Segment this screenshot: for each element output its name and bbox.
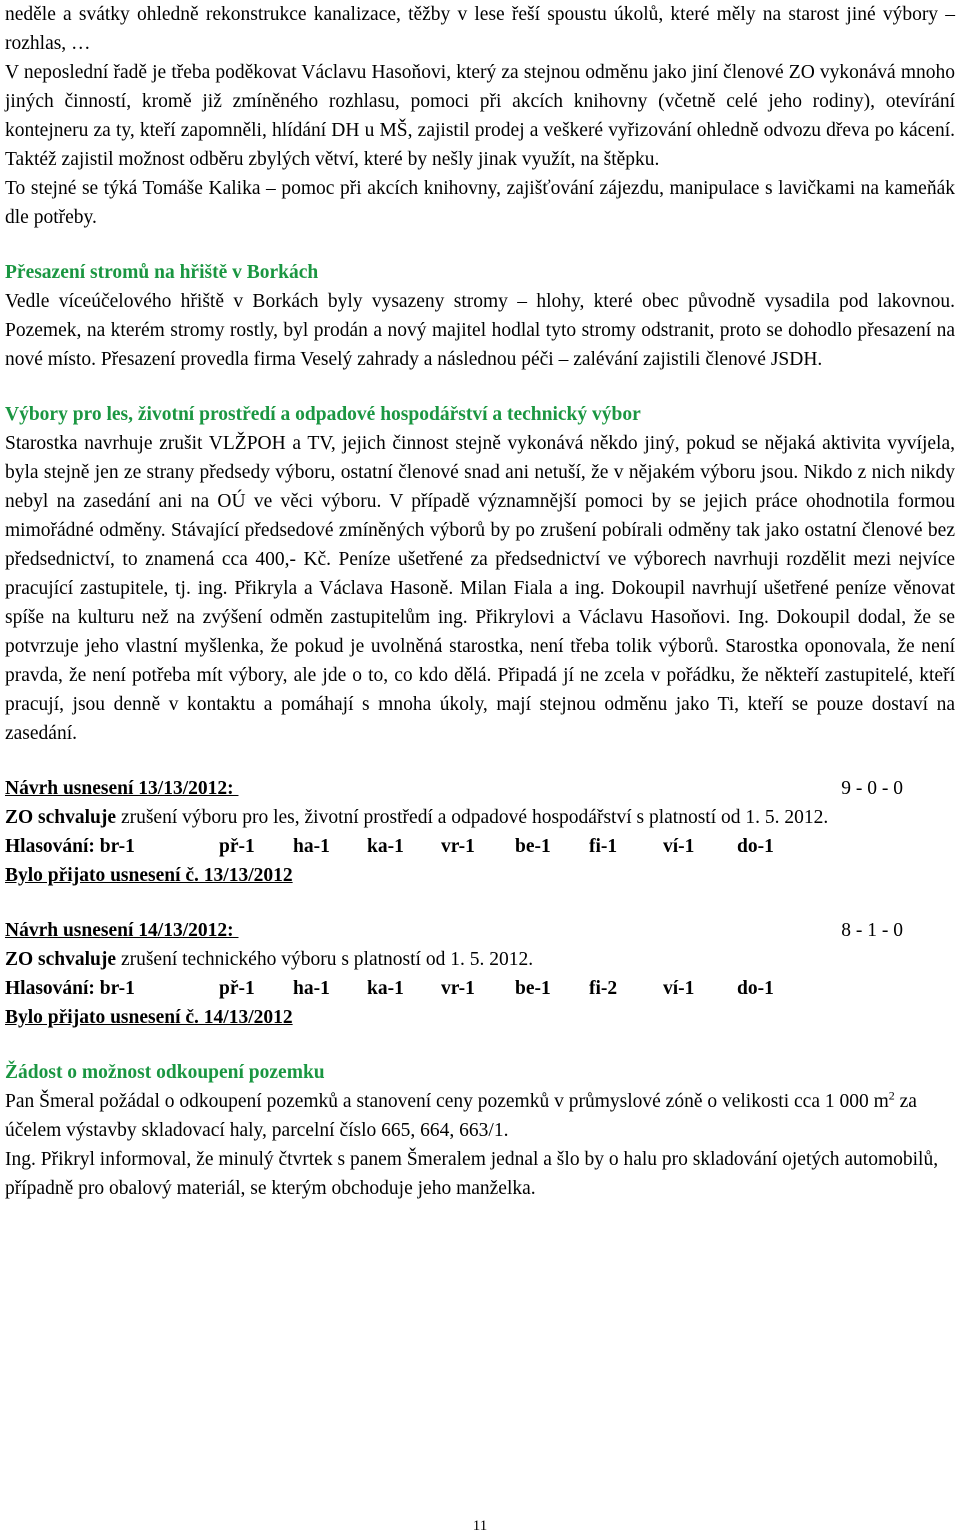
- vote-item: ví-1: [663, 978, 695, 999]
- section-heading-trees: Přesazení stromů na hřiště v Borkách: [5, 262, 319, 283]
- section-text-land-info: Ing. Přikryl informoval, že minulý čtvrtek s panem Šmeralem jednal a šlo by o halu pro skladování ojetých automobilů, případně pro obalový materiál, se kterým obchoduje jeho manželka.: [5, 1149, 939, 1199]
- approves-label: ZO schvaluje: [5, 807, 117, 828]
- vote-row: [5, 832, 955, 861]
- vote-item: ka-1: [367, 836, 404, 857]
- document-page: [5, 0, 955, 1203]
- vote-item: př-1: [219, 836, 255, 857]
- resolution-result: Bylo přijato usnesení č. 13/13/2012: [5, 865, 293, 886]
- vote-item: do-1: [737, 836, 774, 857]
- resolution-header: [5, 774, 955, 803]
- vote-item: be-1: [515, 978, 551, 999]
- vote-label: Hlasování: br-1: [5, 978, 135, 999]
- paragraph-thanks-kalik: To stejné se týká Tomáše Kalika – pomoc při akcích knihovny, zajišťování zájezdu, manipulace s lavičkami na kameňák dle potřeby.: [5, 178, 955, 228]
- resolution-result: Bylo přijato usnesení č. 14/13/2012: [5, 1007, 293, 1028]
- approves-text: zrušení výboru pro les, životní prostředí a odpadové hospodářství s platností od 1. 5. 2012.: [116, 807, 829, 828]
- vote-item: př-1: [219, 978, 255, 999]
- vote-item: ha-1: [293, 978, 330, 999]
- approves-text: zrušení technického výboru s platností od 1. 5. 2012.: [116, 949, 534, 970]
- resolution-13: [5, 774, 955, 890]
- resolution-approves: [5, 803, 955, 832]
- section-committees: [5, 400, 955, 748]
- vote-row: [5, 974, 955, 1003]
- vote-item: ví-1: [663, 836, 695, 857]
- land-text-part2: za účelem výstavby skladovací haly, parcelní číslo 665, 664, 663/1.: [5, 1091, 917, 1141]
- section-land: [5, 1058, 955, 1203]
- vote-item: be-1: [515, 836, 551, 857]
- resolution-score: 9 - 0 - 0: [841, 778, 903, 799]
- section-text-committees: Starostka navrhuje zrušit VLŽPOH a TV, jejich činnost stejně vykonává někdo jiný, pokud se nějaká aktivita vyvíjela, byla stejně jen ze strany předsedy výboru, ostatní členové snad ani netuší, že v nějakém výboru jsou. Nikdo z nich nikdy nebyl na zasedání ani na OÚ ve věci výboru. V případě významnější pomoci by se jejich práce ohodnotila formou mimořádné odměny. Stávající předsedové zmíněných výborů by po zrušení pobírali odměny tak jako ostatní členové bez předsednictví, to znamená cca 400,- Kč. Peníze ušetřené za předsednictví ve výborech navrhuji rozdělit mezi nejvíce pracující zastupitele, tj. ing. Přikryla a Václava Hasoně. Milan Fiala a ing. Dokoupil navrhují ušetřené peníze věnovat spíše na kulturu než na zvýšení odměn zastupitelům ing. Přikrylovi a Václavu Hasoňovi. Ing. Dokoupil dodal, že se potvrzuje jeho vlastní myšlenka, že pokud je uvolněná starostka, není třeba tolik výborů. Starostka oponovala, že není pravda, že není potřeba mít výbory, ale jde o to, co kdo dělá. Připadá jí ne zcela v pořádku, že někteří zastupitelé, kteří pracují, jsou denně v kontaktu a pomáhají s mnoha úkoly, mají stejnou odměnu jako Ti, kteří se pouze dostaví na zasedání.: [5, 433, 955, 744]
- paragraph-thanks-hason: V neposlední řadě je třeba poděkovat Václavu Hasoňovi, který za stejnou odměnu jako jiní členové ZO vykonává mnoho jiných činností, kromě již zmíněného rozhlasu, pomoci při akcích knihovny (včetně celé jeho rodiny), otevírání kontejneru za ty, kteří zapomněli, hlídání DH u MŠ, zajistil prodej a veškeré vyřizování ohledně odvozu dřeva po kácení. Taktéž zajistil možnost odběru zbylých větví, které by nešly jinak využít, na štěpku.: [5, 62, 955, 170]
- vote-item: fi-1: [589, 836, 618, 857]
- vote-item: fi-2: [589, 978, 618, 999]
- vote-item: ka-1: [367, 978, 404, 999]
- resolution-score: 8 - 1 - 0: [841, 920, 903, 941]
- section-text-land: [5, 1087, 955, 1145]
- resolution-title: Návrh usnesení 13/13/2012:: [5, 778, 239, 799]
- section-heading-land: Žádost o možnost odkoupení pozemku: [5, 1062, 325, 1083]
- paragraph-intro: neděle a svátky ohledně rekonstrukce kanalizace, těžby v lese řeší spoustu úkolů, které měly na starost jiné výbory – rozhlas, …: [5, 4, 955, 54]
- resolution-title: Návrh usnesení 14/13/2012:: [5, 920, 239, 941]
- page-number: 11: [472, 1518, 488, 1534]
- resolution-14: [5, 916, 955, 1032]
- resolution-header: [5, 916, 955, 945]
- section-trees: [5, 258, 955, 374]
- section-heading-committees: Výbory pro les, životní prostředí a odpadové hospodářství a technický výbor: [5, 404, 641, 425]
- land-text-superscript: 2: [888, 1088, 895, 1103]
- vote-item: do-1: [737, 978, 774, 999]
- section-text-trees: Vedle víceúčelového hřiště v Borkách byly vysazeny stromy – hlohy, které obec původně vysadila pod lakovnou. Pozemek, na kterém stromy rostly, byl prodán a nový majitel hodlal tyto stromy odstranit, proto se dohodlo přesazení na nové místo. Přesazení provedla firma Veselý zahrady a následnou péči – zalévání zajistili členové JSDH.: [5, 291, 955, 370]
- vote-item: ha-1: [293, 836, 330, 857]
- vote-label: Hlasování: br-1: [5, 836, 135, 857]
- vote-item: vr-1: [441, 836, 475, 857]
- land-text-part1: Pan Šmeral požádal o odkoupení pozemků a stanovení ceny pozemků v průmyslové zóně o velikosti cca 1 000 m: [5, 1091, 889, 1112]
- approves-label: ZO schvaluje: [5, 949, 117, 970]
- vote-item: vr-1: [441, 978, 475, 999]
- resolution-approves: [5, 945, 955, 974]
